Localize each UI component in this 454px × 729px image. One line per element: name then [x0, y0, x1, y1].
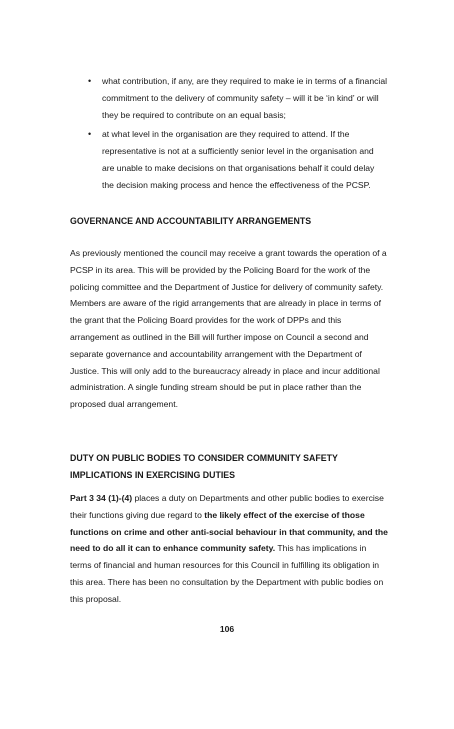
duty-heading: DUTY ON PUBLIC BODIES TO CONSIDER COMMUNITY SAFETY IMPLICATIONS IN EXERCISING DUTIES	[70, 453, 338, 480]
duty-emphasis: the likely effect of the exercise of those functions on crime and other anti-social behaviour in that community, and the need to do all it can to enhance community safety.	[70, 509, 388, 554]
duty-reference: Part 3 34 (1)-(4)	[70, 493, 133, 503]
duty-text-end: This has implications in terms of financial and human resources for this Council in fulfilling its obligation in this area. There has been no consultation by the Department with public bodies on this proposal.	[70, 543, 384, 604]
bullet-list	[88, 73, 388, 195]
bullet-text: what contribution, if any, are they required to make ie in terms of a financial commitment to the delivery of community safety – will it be ‘in kind’ or will they be required to contribute on an equal basis;	[102, 76, 388, 121]
bullet-item	[88, 126, 388, 195]
page-number: 106	[219, 624, 235, 634]
duty-text-start: places a duty on Departments and other public bodies to exercise their functions giving due regard to	[70, 493, 384, 520]
bullet-icon: •	[88, 76, 92, 86]
bullet-text: at what level in the organisation are they required to attend. If the representative is not at a sufficiently senior level in the organisation and are unable to make decisions on that organisations behalf it could delay the decision making process and hence the effectiveness of the PCSP.	[102, 128, 375, 191]
bullet-icon: •	[88, 128, 92, 139]
governance-paragraph: As previously mentioned the council may receive a grant towards the operation of a PCSP in its area. This will be provided by the Policing Board for the work of the policing committee and the Department of Justice for delivery of community safety. Members are aware of the rigid arrangements that are already in place in terms of the grant that the Policing Board provides for the work of DPPs and this arrangement as outlined in the Bill will further impose on Council a second and separate governance and accountability arrangement with the Department of Justice. This will only add to the bureaucracy already in place and incur additional administration. A single funding stream should be put in place rather than the proposed dual arrangement.	[70, 248, 387, 410]
duty-paragraph	[70, 490, 388, 608]
bullet-item	[88, 73, 388, 125]
governance-heading: GOVERNANCE AND ACCOUNTABILITY ARRANGEMENTS	[70, 216, 312, 226]
